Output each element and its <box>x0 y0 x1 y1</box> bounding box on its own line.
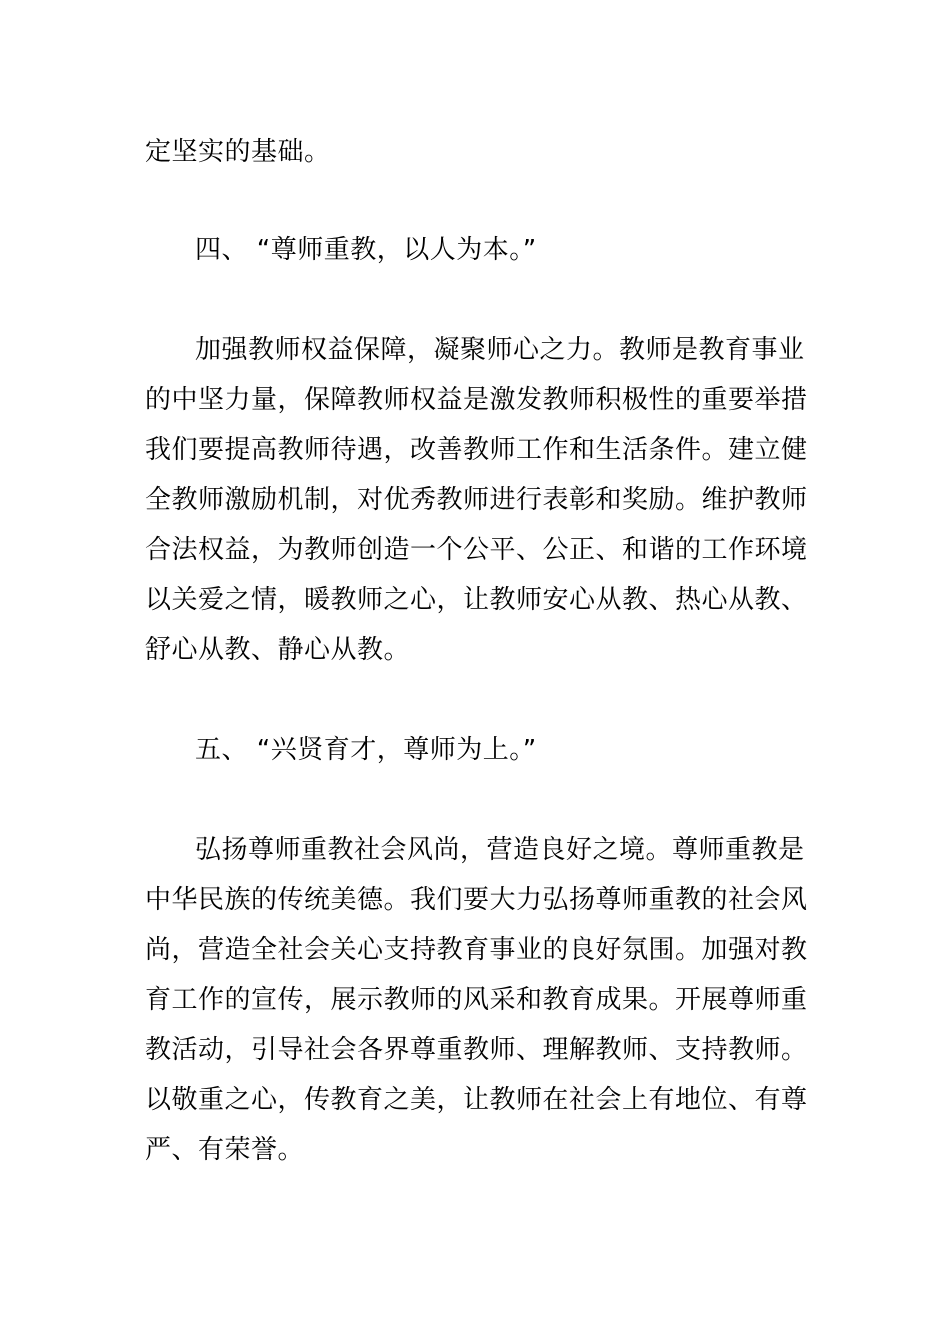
paragraph-line: 弘扬尊师重教社会风尚，营造良好之境。尊师重教是 <box>195 835 805 865</box>
paragraph-line: 中华民族的传统美德。我们要大力弘扬尊师重教的社会风 <box>145 885 808 915</box>
paragraph-line: 教活动，引导社会各界尊重教师、理解教师、支持教师。 <box>145 1035 808 1065</box>
paragraph-line: 我们要提高教师待遇，改善教师工作和生活条件。建立健 <box>145 435 808 465</box>
paragraph-line: 以敬重之心，传教育之美，让教师在社会上有地位、有尊 <box>145 1085 808 1115</box>
paragraph-line: 尚，营造全社会关心支持教育事业的良好氛围。加强对教 <box>145 935 808 965</box>
continuation-line: 定坚实的基础。 <box>145 137 331 167</box>
paragraph-line: 育工作的宣传，展示教师的风采和教育成果。开展尊师重 <box>145 985 808 1015</box>
paragraph-line: 舒心从教、静心从教。 <box>145 635 411 665</box>
paragraph-line: 加强教师权益保障，凝聚师心之力。教师是教育事业 <box>195 335 805 365</box>
paragraph-line: 的中坚力量，保障教师权益是激发教师积极性的重要举措 <box>145 385 808 415</box>
paragraph-line: 全教师激励机制，对优秀教师进行表彰和奖励。维护教师 <box>145 485 808 515</box>
paragraph-line: 严、有荣誉。 <box>145 1135 305 1165</box>
paragraph-line: 合法权益，为教师创造一个公平、公正、和谐的工作环境 <box>145 535 808 565</box>
paragraph-line: 以关爱之情，暖教师之心，让教师安心从教、热心从教、 <box>145 585 808 615</box>
section-heading-4: 四、 “尊师重教，以人为本。” <box>195 235 537 265</box>
section-heading-5: 五、 “兴贤育才，尊师为上。” <box>195 735 537 765</box>
